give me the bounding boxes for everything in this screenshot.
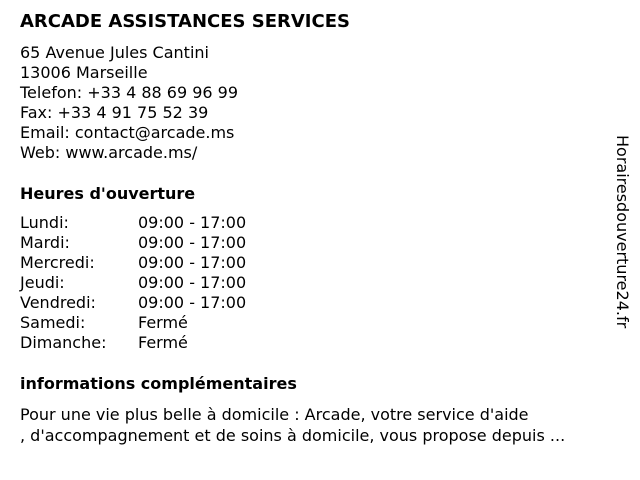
website: Web: www.arcade.ms/ <box>20 143 198 162</box>
site-watermark: Horairesdouverture24.fr <box>613 135 632 329</box>
day-label: Mardi: <box>20 233 70 252</box>
info-line-1: Pour une vie plus belle à domicile : Arcade, votre service d'aide <box>20 405 529 424</box>
address-city: 13006 Marseille <box>20 63 148 82</box>
day-hours: Fermé <box>138 313 188 332</box>
day-hours: 09:00 - 17:00 <box>138 233 247 252</box>
phone-number: Telefon: +33 4 88 69 96 99 <box>20 83 239 102</box>
day-label: Mercredi: <box>20 253 95 272</box>
day-label: Vendredi: <box>20 293 96 312</box>
address-street: 65 Avenue Jules Cantini <box>20 43 209 62</box>
fax-number: Fax: +33 4 91 75 52 39 <box>20 103 209 122</box>
day-hours: 09:00 - 17:00 <box>138 293 247 312</box>
hours-table <box>20 213 246 353</box>
info-heading: informations complémentaires <box>20 374 297 393</box>
contact-block <box>20 43 238 163</box>
hours-row-sunday <box>20 333 246 353</box>
hours-row-friday <box>20 293 246 313</box>
info-line-2: , d'accompagnement et de soins à domicile, vous propose depuis ... <box>20 426 566 445</box>
day-hours: Fermé <box>138 333 188 352</box>
info-description <box>20 404 565 446</box>
hours-row-thursday <box>20 273 246 293</box>
day-hours: 09:00 - 17:00 <box>138 253 247 272</box>
day-label: Lundi: <box>20 213 69 232</box>
day-hours: 09:00 - 17:00 <box>138 213 247 232</box>
hours-heading: Heures d'ouverture <box>20 184 196 203</box>
hours-row-monday <box>20 213 246 233</box>
hours-row-tuesday <box>20 233 246 253</box>
day-hours: 09:00 - 17:00 <box>138 273 247 292</box>
day-label: Dimanche: <box>20 333 107 352</box>
hours-row-saturday <box>20 313 246 333</box>
hours-row-wednesday <box>20 253 246 273</box>
business-name: ARCADE ASSISTANCES SERVICES <box>20 11 350 32</box>
day-label: Samedi: <box>20 313 86 332</box>
email-address: Email: contact@arcade.ms <box>20 123 235 142</box>
day-label: Jeudi: <box>20 273 65 292</box>
